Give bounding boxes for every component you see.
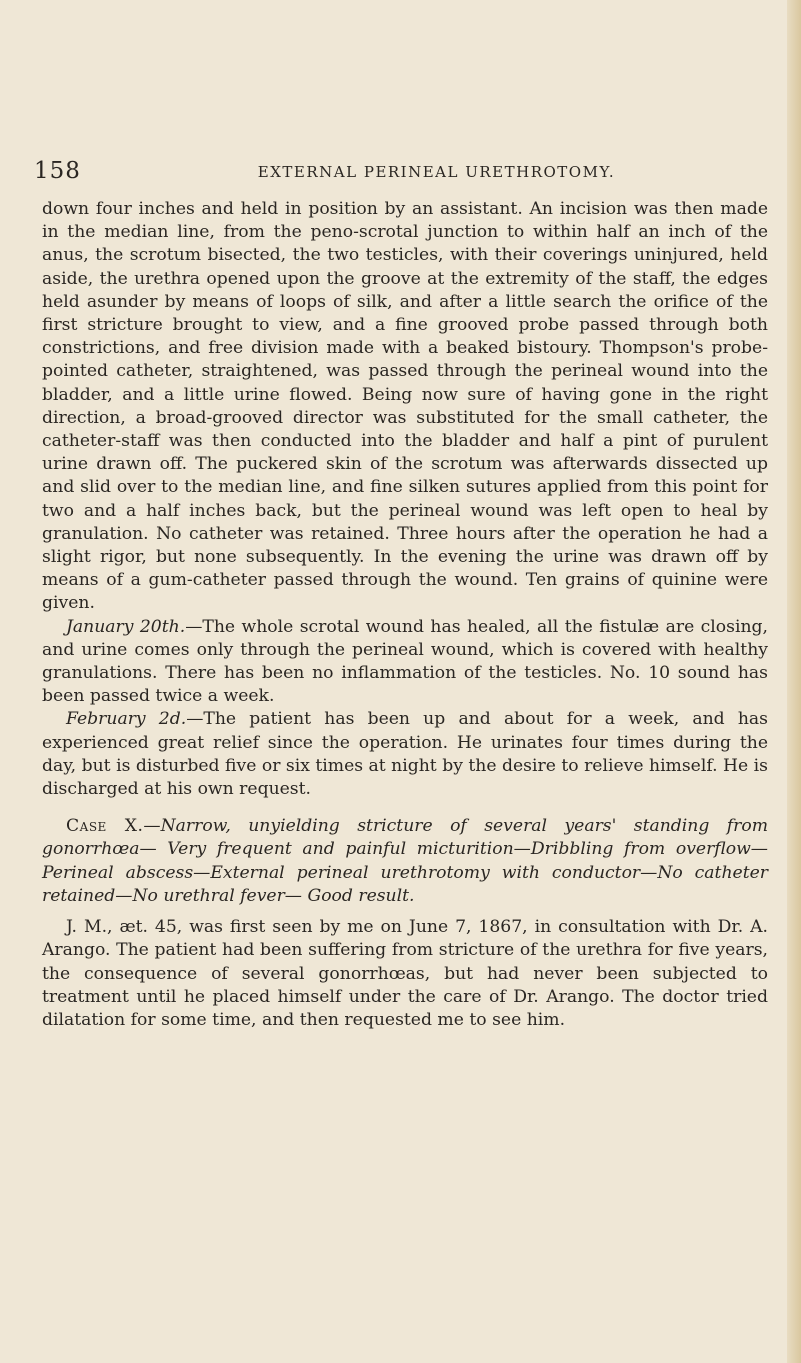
paragraph-operation: down four inches and held in position by an assistant. An incision was then made in the median line, from the peno-scrotal junction to within half an inch of the anus, the scrotum bisected, the two testicles, with their coverings uninjured, held aside, the urethra opened upon the groove at the extremity of the staff, the edges held asunder by means of loops of silk, and after a little search the orifice of the first stricture brought to view, and a fine grooved probe passed through both constrictions, and free division made with a beaked bistoury. Thompson's probe-pointed catheter, straightened, was passed through the perineal wound into the bladder, and a little urine flowed. Being now sure of having gone in the right direction, a broad-grooved director was substituted for the small catheter, the catheter-staff was then conducted into the bladder and half a pint of purulent urine drawn off. The puckered skin of the scrotum was afterwards dissected up and slid over to the median line, and fine silken sutures applied from this point for two and a half inches back, but the perineal wound was left open to heal by granulation. No catheter was retained. Three hours after the operation he had a slight rigor, but none subsequently. In the evening the urine was drawn off by means of a gum-catheter passed through the wound. Ten grains of quinine were given. [42,199,768,614]
page-header [34,158,764,188]
date-february: February 2d. [66,709,187,730]
paragraph-february-text: —The patient has been up and about for a week, and has experienced great relief since the operation. He urinates four times during the day, but is disturbed five or six times at night by the desire to relieve himself. He is discharged at his own request. [42,709,768,800]
page-number: 158 [34,158,81,184]
running-title: EXTERNAL PERINEAL URETHROTOMY. [257,163,616,181]
paragraph-case-x: J. M., æt. 45, was first seen by me on June 7, 1867, in consultation with Dr. A. Arango. The patient had been suffering from stricture of the urethra for five years, the consequence of several gonorrhœas, but had never been subjected to treatment until he placed himself under the care of Dr. Arango. The doctor tried dilatation for some time, and then requested me to see him. [42,917,768,1030]
case-heading [42,815,768,908]
case-title: —Narrow, unyielding stricture of several years' standing from gonorrhœa— Very frequent and painful micturition—Dribbling from overflow—Perineal abscess—External perineal urethrotomy with conductor—No catheter retained—No urethral fever— Good result. [42,816,768,906]
body-text [42,198,768,1032]
page-edge [787,0,801,1363]
paragraph-january-text: —The whole scrotal wound has healed, all the fistulæ are closing, and urine comes only through the perineal wound, which is covered with healthy granulations. There has been no inflammation of the testicles. No. 10 sound has been passed twice a week. [42,616,768,707]
case-label: Case X. [66,816,144,837]
date-january: January 20th. [66,616,186,637]
paragraph-february [42,708,768,801]
paragraph-january [42,616,768,709]
